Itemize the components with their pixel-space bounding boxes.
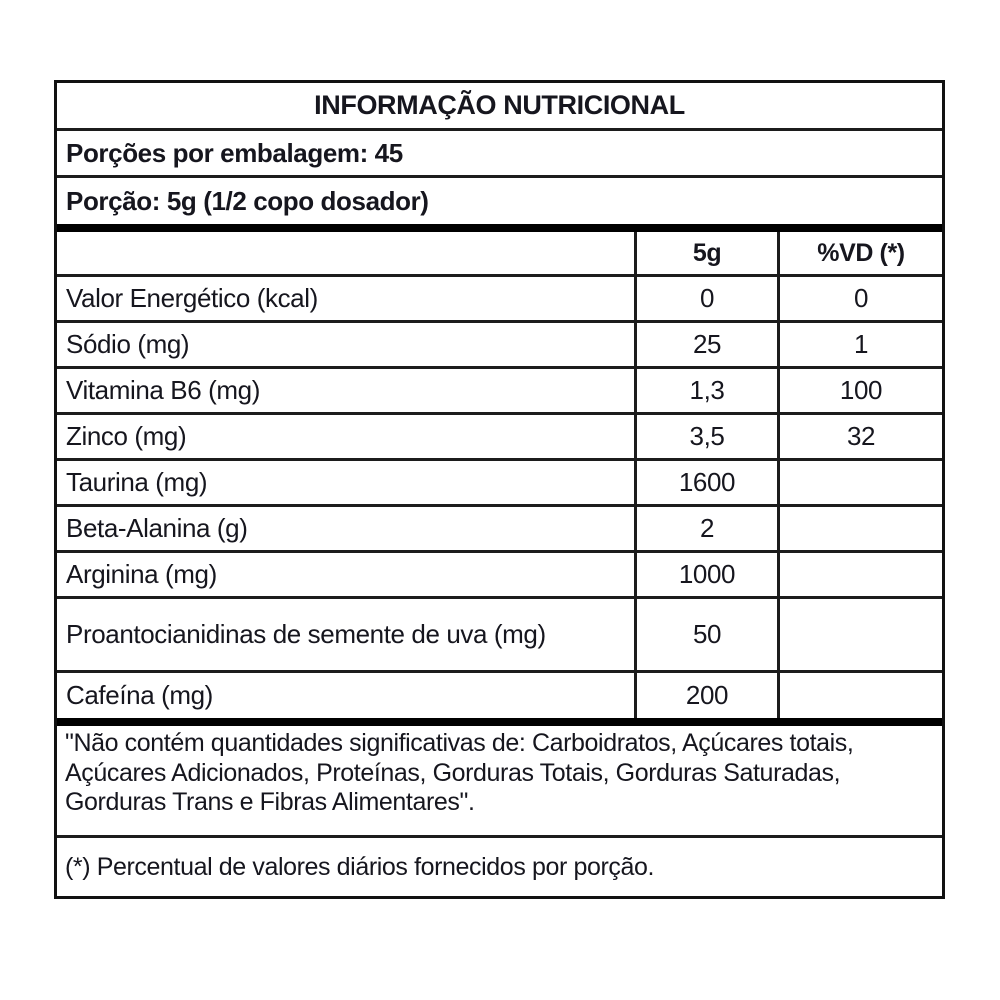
table-row-zinco bbox=[57, 415, 942, 461]
table-row-taurina bbox=[57, 461, 942, 507]
column-header-amount: 5g bbox=[634, 232, 777, 274]
nutrient-dv: 32 bbox=[777, 415, 942, 458]
disclaimer-text: "Não contém quantidades significativas de: Carboidratos, Açúcares totais, Açúcares Adicionados, Proteínas, Gorduras Totais, Gorduras Saturadas, Gorduras Trans e Fibras Alimentares". bbox=[65, 729, 854, 816]
nutrient-dv bbox=[777, 507, 942, 550]
nutrition-facts-table bbox=[54, 80, 945, 899]
nutrient-amount: 2 bbox=[634, 507, 777, 550]
nutrient-label: Valor Energético (kcal) bbox=[66, 283, 318, 313]
table-row-sodio bbox=[57, 323, 942, 369]
table-row-beta-alanina bbox=[57, 507, 942, 553]
table-row-valor-energetico bbox=[57, 277, 942, 323]
nutrient-amount: 1000 bbox=[634, 553, 777, 596]
table-title: INFORMAÇÃO NUTRICIONAL bbox=[314, 90, 685, 120]
servings-per-package-row bbox=[57, 131, 942, 178]
nutrient-amount: 200 bbox=[634, 673, 777, 718]
table-row-vitamina-b6 bbox=[57, 369, 942, 415]
nutrient-label: Arginina (mg) bbox=[66, 559, 217, 589]
footnote-text: (*) Percentual de valores diários fornecidos por porção. bbox=[65, 852, 655, 881]
footnote-row bbox=[57, 838, 942, 896]
nutrient-label: Vitamina B6 (mg) bbox=[66, 375, 260, 405]
column-header-dv: %VD (*) bbox=[777, 232, 942, 274]
servings-per-package-text: Porções por embalagem: 45 bbox=[66, 137, 403, 168]
table-row-cafeina bbox=[57, 673, 942, 726]
nutrient-dv: 100 bbox=[777, 369, 942, 412]
nutrient-amount: 0 bbox=[634, 277, 777, 320]
table-row-arginina bbox=[57, 553, 942, 599]
nutrient-amount: 3,5 bbox=[634, 415, 777, 458]
nutrient-dv bbox=[777, 553, 942, 596]
table-row-proantocianidinas bbox=[57, 599, 942, 673]
nutrient-label: Cafeína (mg) bbox=[66, 680, 213, 710]
serving-size-text: Porção: 5g (1/2 copo dosador) bbox=[66, 185, 429, 216]
nutrient-label: Taurina (mg) bbox=[66, 467, 208, 497]
nutrient-dv bbox=[777, 599, 942, 670]
nutrient-amount: 50 bbox=[634, 599, 777, 670]
nutrient-label: Proantocianidinas de semente de uva (mg) bbox=[66, 619, 546, 649]
nutrient-amount: 1,3 bbox=[634, 369, 777, 412]
nutrient-amount: 25 bbox=[634, 323, 777, 366]
table-title-row bbox=[57, 83, 942, 131]
nutrient-dv bbox=[777, 461, 942, 504]
nutrient-label: Beta-Alanina (g) bbox=[66, 513, 248, 543]
disclaimer-row bbox=[57, 726, 942, 838]
column-header-nutrient bbox=[57, 232, 634, 274]
column-header-row bbox=[57, 232, 942, 277]
nutrient-dv bbox=[777, 673, 942, 718]
nutrient-dv: 1 bbox=[777, 323, 942, 366]
serving-size-row bbox=[57, 178, 942, 232]
nutrient-label: Sódio (mg) bbox=[66, 329, 190, 359]
nutrient-label: Zinco (mg) bbox=[66, 421, 187, 451]
nutrient-amount: 1600 bbox=[634, 461, 777, 504]
nutrient-dv: 0 bbox=[777, 277, 942, 320]
